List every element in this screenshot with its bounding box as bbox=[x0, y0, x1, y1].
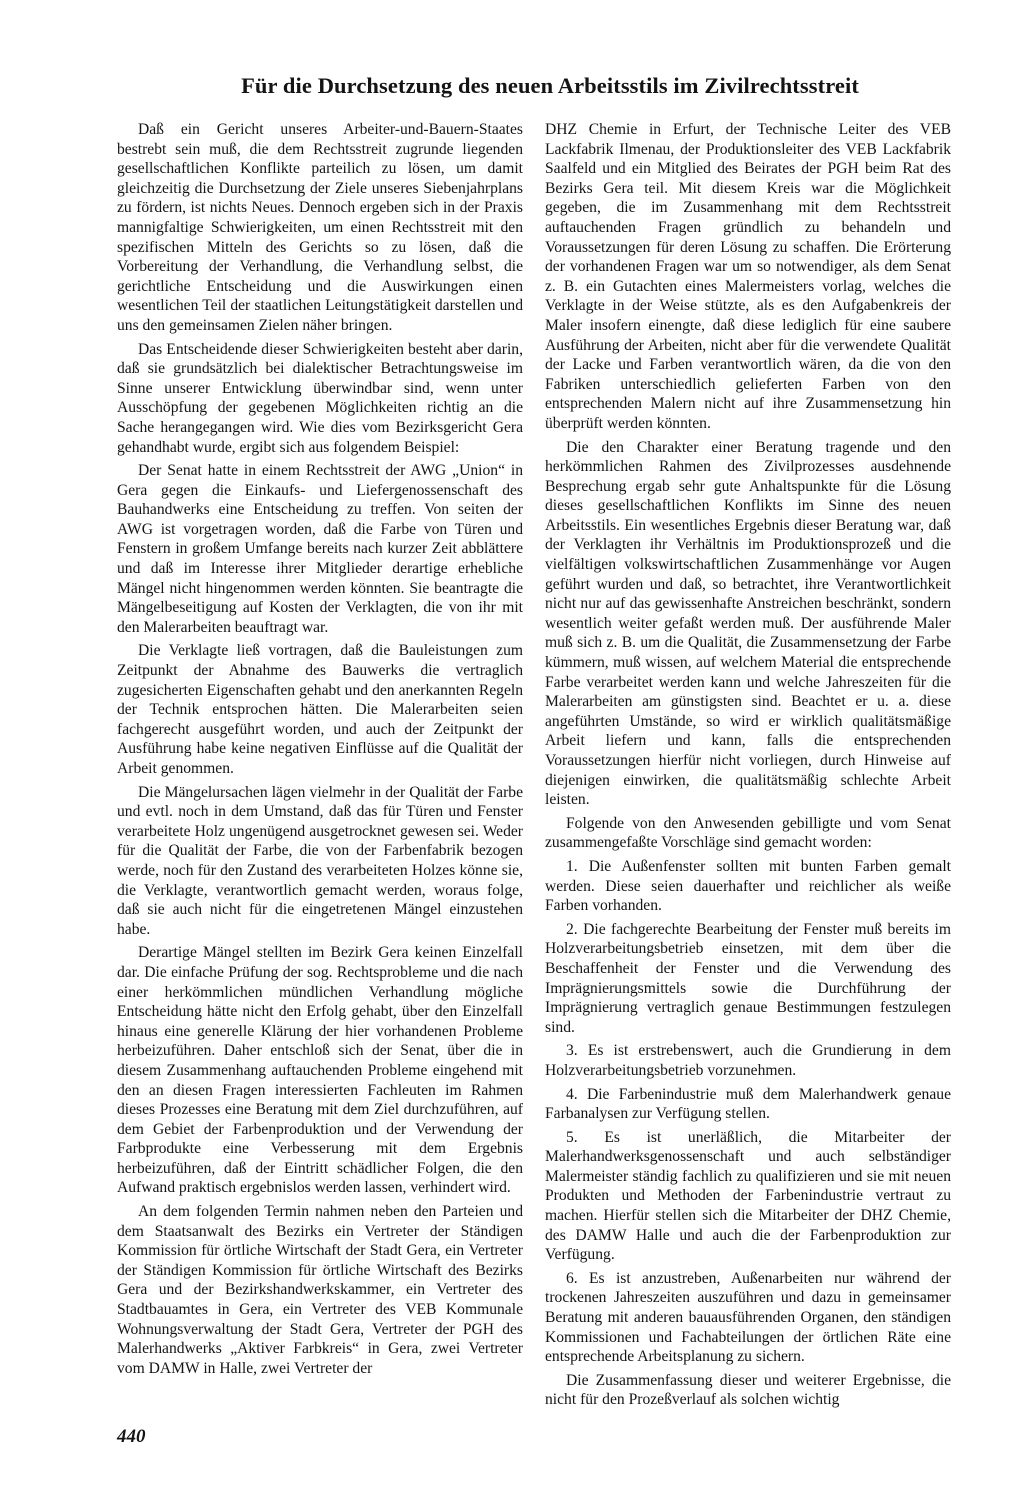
article-title: Für die Durchsetzung des neuen Arbeitsstils im Zivilrechtsstreit bbox=[241, 73, 859, 99]
list-item: 4. Die Farbenindustrie muß dem Malerhandwerk genaue Farbanalysen zur Verfügung stellen. bbox=[545, 1085, 951, 1123]
paragraph: An dem folgenden Termin nahmen neben den Parteien und dem Staatsanwalt des Bezirks ein Vertreter der Ständigen Kommission für örtliche Wirtschaft der Stadt Gera, ein Vertreter der Ständigen Kommission für örtliche Wirtschaft des Bezirks Gera und der Bezirkshandwerkskammer, ein Vertreter des Stadtbauamtes in Gera, ein Vertreter des VEB Kommunale Wohnungsverwaltung der Stadt Gera, Vertreter der PGH des Malerhandwerks „Aktiver Farbkreis“ in Gera, zwei Vertreter vom DAMW in Halle, zwei Vertreter der bbox=[117, 1203, 523, 1377]
paragraph: Der Senat hatte in einem Rechtsstreit der AWG „Union“ in Gera gegen die Einkaufs- und Liefergenossenschaft des Bauhandwerks eine Entscheidung zu treffen. Von seiten der AWG ist vorgetragen worden, daß die Farbe von Türen und Fenstern in großem Umfange bereits nach kurzer Zeit abblättere und daß im Interesse ihrer Mitglieder derartige erhebliche Mängel nicht hingenommen werden könnten. Sie beantragte die Mängelbeseitigung auf Kosten der Verklagten, die von ihr mit den Malerarbeiten beauftragt war. bbox=[117, 462, 523, 636]
list-item: 2. Die fachgerechte Bearbeitung der Fenster muß bereits im Holzverarbeitungsbetrieb einsetzen, mit dem über die Beschaffenheit der Fenster und die Verwendung des Imprägnierungsmittels sowie die Durchführung der Imprägnierung vertraglich genaue Bestimmungen festzulegen sind. bbox=[545, 920, 951, 1036]
paragraph: Die Mängelursachen lägen vielmehr in der Qualität der Farbe und evtl. noch in dem Umstand, daß das für Türen und Fenster verarbeitete Holz ungenügend ausgetrocknet gewesen sei. Weder für die Qualität der Farbe, die von der Farbenfabrik bezogen werde, noch für den Zustand des verarbeiteten Holzes könne sie, die Verklagte, verantwortlich gemacht werden, woraus folge, daß sie auch nicht für die eingetretenen Mängel einzustehen habe. bbox=[117, 783, 523, 938]
paragraph: Die den Charakter einer Beratung tragende und den herkömmlichen Rahmen des Zivilprozesses ausdehnende Besprechung ergab sehr gute Anhaltspunkte für die Lösung dieses gesellschaftlichen Konflikts im Sinne des neuen Arbeitsstils. Ein wesentliches Ergebnis dieser Beratung war, daß der Verklagten ihr Verhältnis im Produktionsprozeß und die vielfältigen volkswirtschaftlichen Zusammenhänge vor Augen geführt wurden und daß, so betrachtet, ihre Verantwortlichkeit nicht nur auf das gewissenhafte Anstreichen beschränkt, sondern wesentlich weiter gefaßt werden muß. Der ausführende Maler muß sich z. B. um die Qualität, die Zusammensetzung der Farbe kümmern, muß wissen, auf welchem Material die entsprechende Farbe verarbeitet werden kann und welche Jahreszeiten für die Malerarbeiten am günstigsten sind. Beachtet er u. a. diese angeführten Umstände, so wird er wirklich qualitätsmäßige Arbeit liefern und kann, falls die entsprechenden Voraussetzungen hierfür nicht vorliegen, durch Hinweise auf diejenigen einwirken, die qualitätsmäßig schlechte Arbeit leisten. bbox=[545, 438, 951, 809]
paragraph-continuation: DHZ Chemie in Erfurt, der Technische Leiter des VEB Lackfabrik Ilmenau, der Produktionsleiter des VEB Lackfabrik Saalfeld und ein Mitglied des Beirates der PGH beim Rat des Bezirks Gera teil. Mit diesem Kreis war die Möglichkeit gegeben, die im Zusammenhang mit dem Rechtsstreit auftauchenden Fragen gründlich zu behandeln und Voraussetzungen für deren Lösung zu schaffen. Die Erörterung der vorhandenen Fragen war um so notwendiger, als dem Senat z. B. ein Gutachten eines Malermeisters vorlag, welches die Verklagte in der Weise stützte, als es den Aufgabenkreis der Maler insofern einengte, daß diese lediglich für eine saubere Ausführung der Arbeiten, nicht aber für die verwendete Qualität der Lacke und Farben verantwortlich wären, da die von den Fabriken unterschiedlich gelieferten Farben von den entsprechenden Malern nicht auf ihre Zusammensetzung hin überprüft werden könnten. bbox=[545, 121, 951, 432]
list-item: 6. Es ist anzustreben, Außenarbeiten nur während der trockenen Jahreszeiten auszuführen und dazu in gemeinsamer Beratung mit anderen bauausführenden Organen, den ständigen Kommissionen und Fachabteilungen der örtlichen Räte eine entsprechende Arbeitsplanung zu sichern. bbox=[545, 1269, 951, 1366]
paragraph: Das Entscheidende dieser Schwierigkeiten besteht aber darin, daß sie grundsätzlich bei dialektischer Betrachtungsweise im Sinne unserer Entwicklung überwindbar sind, wenn unter Ausschöpfung der gegebenen Möglichkeiten richtig an die Sache herangegangen wird. Wie dies vom Bezirksgericht Gera gehandhabt wurde, ergibt sich aus folgendem Beispiel: bbox=[117, 340, 523, 456]
paragraph: Derartige Mängel stellten im Bezirk Gera keinen Einzelfall dar. Die einfache Prüfung der sog. Rechtsprobleme und die nach einer herkömmlichen mündlichen Verhandlung mögliche Entscheidung hätte nicht den Erfolg gehabt, über den Einzelfall hinaus eine generelle Klärung der hier vorhandenen Probleme herbeizuführen. Daher entschloß sich der Senat, über die in diesem Zusammenhang auftauchenden Probleme eingehend mit den an diesen Fragen interessierten Fachleuten im Rahmen dieses Prozesses eine Beratung mit dem Ziel durchzuführen, auf dem Gebiet der Farbenproduktion und der Verwendung der Farbprodukte eine Verbesserung mit dem Ergebnis herbeizuführen, daß der Eintritt schädlicher Folgen, die den Aufwand praktisch ergebnislos werden lassen, verhindert wird. bbox=[117, 944, 523, 1197]
list-item: 3. Es ist erstrebenswert, auch die Grundierung in dem Holzverarbeitungsbetrieb vorzunehmen. bbox=[545, 1042, 951, 1079]
list-item: 1. Die Außenfenster sollten mit bunten Farben gemalt werden. Diese seien dauerhafter und reichlicher als weiße Farben vorhanden. bbox=[545, 857, 951, 915]
paragraph: Folgende von den Anwesenden gebilligte und vom Senat zusammengefaßte Vorschläge sind gemacht worden: bbox=[545, 814, 951, 852]
paragraph: Daß ein Gericht unseres Arbeiter-und-Bauern-Staates bestrebt sein muß, die dem Rechtsstreit zugrunde liegenden gesellschaftlichen Konflikte parteilich zu lösen, um damit gleichzeitig die Durchsetzung der Ziele unseres Siebenjahrplans zu fördern, ist nichts Neues. Dennoch ergeben sich in der Praxis mannigfaltige Schwierigkeiten, um einen Rechtsstreit mit den spezifischen Mitteln des Gerichts so zu lösen, daß die Vorbereitung der Verhandlung, die Verhandlung selbst, die gerichtliche Entscheidung und die Auswirkungen einen wesentlichen Teil der staatlichen Leitungstätigkeit darstellen und uns den gemeinsamen Zielen näher bringen. bbox=[117, 121, 523, 334]
right-column bbox=[545, 120, 951, 1410]
page-number: 440 bbox=[117, 1426, 146, 1447]
list-item: 5. Es ist unerläßlich, die Mitarbeiter der Malerhandwerksgenossenschaft und auch selbständiger Malermeister ständig fachlich zu qualifizieren und sie mit neuen Produkten und Methoden der Farbenindustrie vertraut zu machen. Hierfür stellen sich die Mitarbeiter der DHZ Chemie, des DAMW Halle und auch die der Farbenproduktion zur Verfügung. bbox=[545, 1128, 951, 1264]
paragraph: Die Verklagte ließ vortragen, daß die Bauleistungen zum Zeitpunkt der Abnahme des Bauwerks die vertraglich zugesicherten Eigenschaften gehabt und den anerkannten Regeln der Technik entsprochen hätten. Die Malerarbeiten seien fachgerecht ausgeführt worden, und auch der Zeitpunkt der Ausführung habe keine negativen Einflüsse auf die Qualität der Arbeit genommen. bbox=[117, 642, 523, 777]
paragraph: Die Zusammenfassung dieser und weiterer Ergebnisse, die nicht für den Prozeßverlauf als solchen wichtig bbox=[545, 1371, 951, 1409]
left-column bbox=[117, 120, 523, 1378]
